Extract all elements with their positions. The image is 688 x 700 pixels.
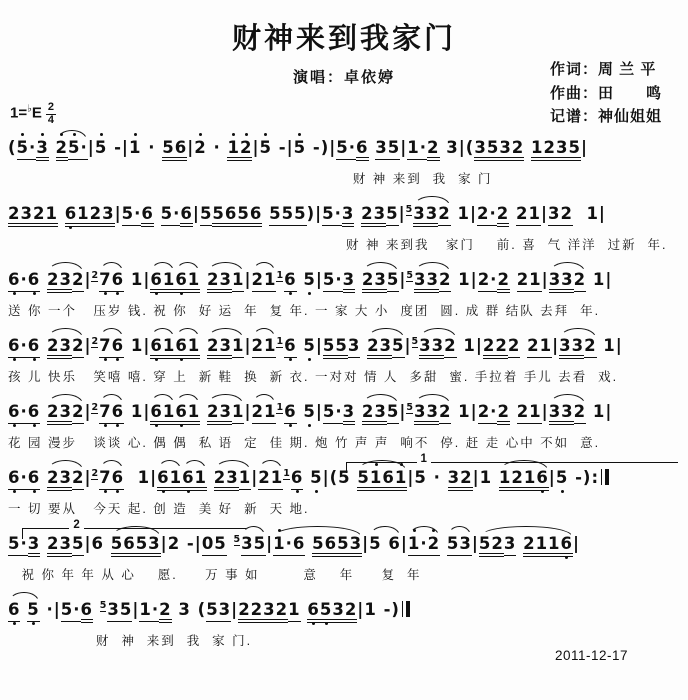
- lyric-row: 孩 儿 快乐 笑嘻 嘻. 穿 上 新 鞋 换 新 衣. 一对对 情 人 多甜 蜜. 手拉着 手儿 去看 戏.: [8, 370, 619, 384]
- octave-dot-below: [289, 424, 292, 427]
- octave-dot-below: [561, 490, 564, 493]
- lyric-row: 财 神 来到 我 家 门: [352, 172, 493, 186]
- music-line-5: [8, 390, 684, 456]
- octave-dot-below: [116, 490, 119, 493]
- octave-dot-above: [375, 463, 378, 466]
- grace-note: 5: [406, 270, 413, 281]
- volta-number: 1: [417, 454, 431, 466]
- octave-dot-below: [289, 358, 292, 361]
- octave-dot-above: [278, 529, 281, 532]
- octave-dot-below: [325, 622, 328, 625]
- octave-dot-below: [69, 226, 72, 229]
- grace-note: 1: [276, 402, 284, 413]
- notation-row: (5 ·3 2 5 ·|5 -|1 · 56|2 · 1 2 |5 -|5 -)|5·6 35|1·2 3|(3532 1235|: [8, 126, 684, 165]
- notation-row: 2321 6 123|5·6 5·6|55656 555)|5·3 $235|^5332$ 1|2·2 21|32 1|: [8, 192, 684, 231]
- grace-note: 2: [91, 402, 99, 413]
- meter-numerator: 2: [47, 101, 54, 113]
- octave-dot-below: [315, 490, 318, 493]
- octave-dot-above: [232, 133, 235, 136]
- final-barline: [601, 469, 609, 485]
- octave-dot-above: [199, 133, 202, 136]
- grace-note: 5: [233, 534, 241, 545]
- octave-dot-below: [13, 292, 16, 295]
- octave-dot-below: [308, 424, 311, 427]
- grace-note: 5: [406, 402, 413, 413]
- grace-note: 5: [411, 336, 419, 347]
- octave-dot-above: [264, 133, 267, 136]
- octave-dot-below: [33, 358, 36, 361]
- octave-dot-below: [155, 424, 158, 427]
- octave-dot-below: [13, 424, 16, 427]
- music-line-2: [8, 192, 684, 258]
- credit-transcriber: 记谱：神仙姐姐: [549, 108, 662, 126]
- grace-note: 5: [405, 204, 413, 215]
- volta-number: 2: [69, 520, 83, 532]
- octave-dot-above: [245, 133, 248, 136]
- credits-block: [550, 58, 662, 129]
- octave-dot-below: [104, 490, 107, 493]
- octave-dot-below: [104, 424, 107, 427]
- octave-dot-below: [33, 292, 36, 295]
- octave-dot-below: [116, 424, 119, 427]
- credit-composer: 作曲：田 鸣: [549, 84, 662, 102]
- octave-dot-below: [308, 292, 311, 295]
- octave-dot-below: [187, 490, 190, 493]
- octave-dot-below: [180, 424, 183, 427]
- grace-note: 2: [91, 336, 99, 347]
- notation-row: 5·3 235|6 5653|2 -|05 $^5$35|1 ·6 5653|5 6|1 ·2 53|523 2116 |: [8, 522, 684, 561]
- notation-row: 6 ·6 $232|^27$ 6 1|6 16 1 $231|21^16$ 5 |(5 51 61 |5 · 32|1 1216 |5 -):: [8, 456, 684, 495]
- octave-dot-below: [33, 424, 36, 427]
- octave-dot-above: [73, 133, 76, 136]
- octave-dot-below: [104, 292, 107, 295]
- grace-note: 5: [99, 600, 107, 611]
- octave-dot-below: [162, 490, 165, 493]
- octave-dot-below: [308, 358, 311, 361]
- lyric-row: 花 园 漫步 谈谈 心. 偶 偶 私 语 定 佳 期. 炮 竹 声 声 响不 停. 赶 走 心中 不如 意.: [8, 436, 601, 450]
- grace-note: 1: [276, 336, 284, 347]
- lyric-row: 财 神 来到我 家门 前. 喜 气 洋洋 过新 年.: [346, 238, 668, 252]
- octave-dot-above: [413, 529, 416, 532]
- octave-dot-below: [13, 490, 16, 493]
- music-line-3: [8, 258, 684, 324]
- grace-note: 2: [91, 468, 99, 479]
- octave-dot-below: [312, 622, 315, 625]
- music-line-8: [8, 588, 684, 654]
- octave-dot-below: [13, 622, 16, 625]
- octave-dot-below: [155, 292, 158, 295]
- music-line-7: [8, 519, 684, 588]
- octave-dot-below: [104, 358, 107, 361]
- notation-row: 6 5 ·|5·6 $^5$35|1·2 3 (53|22321 6 5 32|1 -): [8, 588, 684, 627]
- lyric-row: 财 神 来到 我 家 门.: [95, 634, 253, 648]
- performer-line: 演唱：卓依婷: [292, 69, 395, 86]
- lyric-row: 送 你 一个 压岁 钱. 祝 你 好 运 年 复 年. 一 家 大 小 度团 圆. 成 群 结队 去拜 年.: [8, 304, 601, 318]
- grace-note: 2: [91, 270, 99, 281]
- octave-dot-below: [155, 358, 158, 361]
- octave-dot-below: [289, 292, 292, 295]
- music-line-6: [8, 453, 684, 522]
- lyric-row: 一 切 要从 今天 起. 创 造 美 好 新 天 地.: [8, 502, 310, 516]
- music-line-1: [8, 126, 684, 192]
- octave-dot-above: [100, 133, 103, 136]
- grace-note: 1: [276, 270, 284, 281]
- credit-lyricist: 作词：周 兰 平: [549, 61, 657, 78]
- octave-dot-above: [41, 133, 44, 136]
- notation-row: 6 ·6 $232|^27$ 6 1|6 16 1 $231|21^16$ 5 |5·3 $235|^5332$ 1|2·2 21|332 1|: [8, 258, 684, 297]
- date-stamp: 2011-12-17: [554, 648, 628, 663]
- octave-dot-below: [13, 358, 16, 361]
- lyric-row: 祝 你 年 年 从 心 愿. 万 事 如 意 年 复 年: [21, 568, 422, 582]
- octave-dot-below: [116, 358, 119, 361]
- octave-dot-below: [296, 490, 299, 493]
- key-tonic: E: [31, 104, 42, 122]
- music-line-4: [8, 324, 684, 390]
- octave-dot-above: [21, 133, 24, 136]
- notation-row: 6 ·6 $232|^27$ 6 1|6 16 1 $231|21^16$ 5 |553 $235|^5332$ 1|222 21|332 1|: [8, 324, 684, 363]
- meter-denominator: 4: [47, 113, 54, 126]
- octave-dot-above: [400, 463, 403, 466]
- key-prefix: 1=: [10, 104, 28, 122]
- octave-dot-below: [116, 292, 119, 295]
- octave-dot-above: [432, 529, 435, 532]
- key-signature: [10, 102, 56, 126]
- final-barline: [402, 601, 410, 617]
- song-title: 财神来到我家门: [231, 23, 456, 55]
- octave-dot-above: [134, 133, 137, 136]
- octave-dot-above: [298, 133, 301, 136]
- notation-row: 6 ·6 $232|^27$ 6 1|6 16 1 $231|21^16$ 5 |5·3 $235|^5332$ 1|2·2 21|332 1|: [8, 390, 684, 429]
- octave-dot-above: [60, 133, 63, 136]
- octave-dot-below: [180, 358, 183, 361]
- grace-note: 1: [283, 468, 290, 479]
- octave-dot-below: [33, 490, 36, 493]
- octave-dot-below: [541, 490, 544, 493]
- octave-dot-below: [565, 556, 568, 559]
- octave-dot-below: [32, 622, 35, 625]
- score-lines: [8, 126, 684, 654]
- flat-symbol: ♭: [27, 103, 32, 115]
- time-signature: [46, 102, 56, 126]
- octave-dot-below: [180, 292, 183, 295]
